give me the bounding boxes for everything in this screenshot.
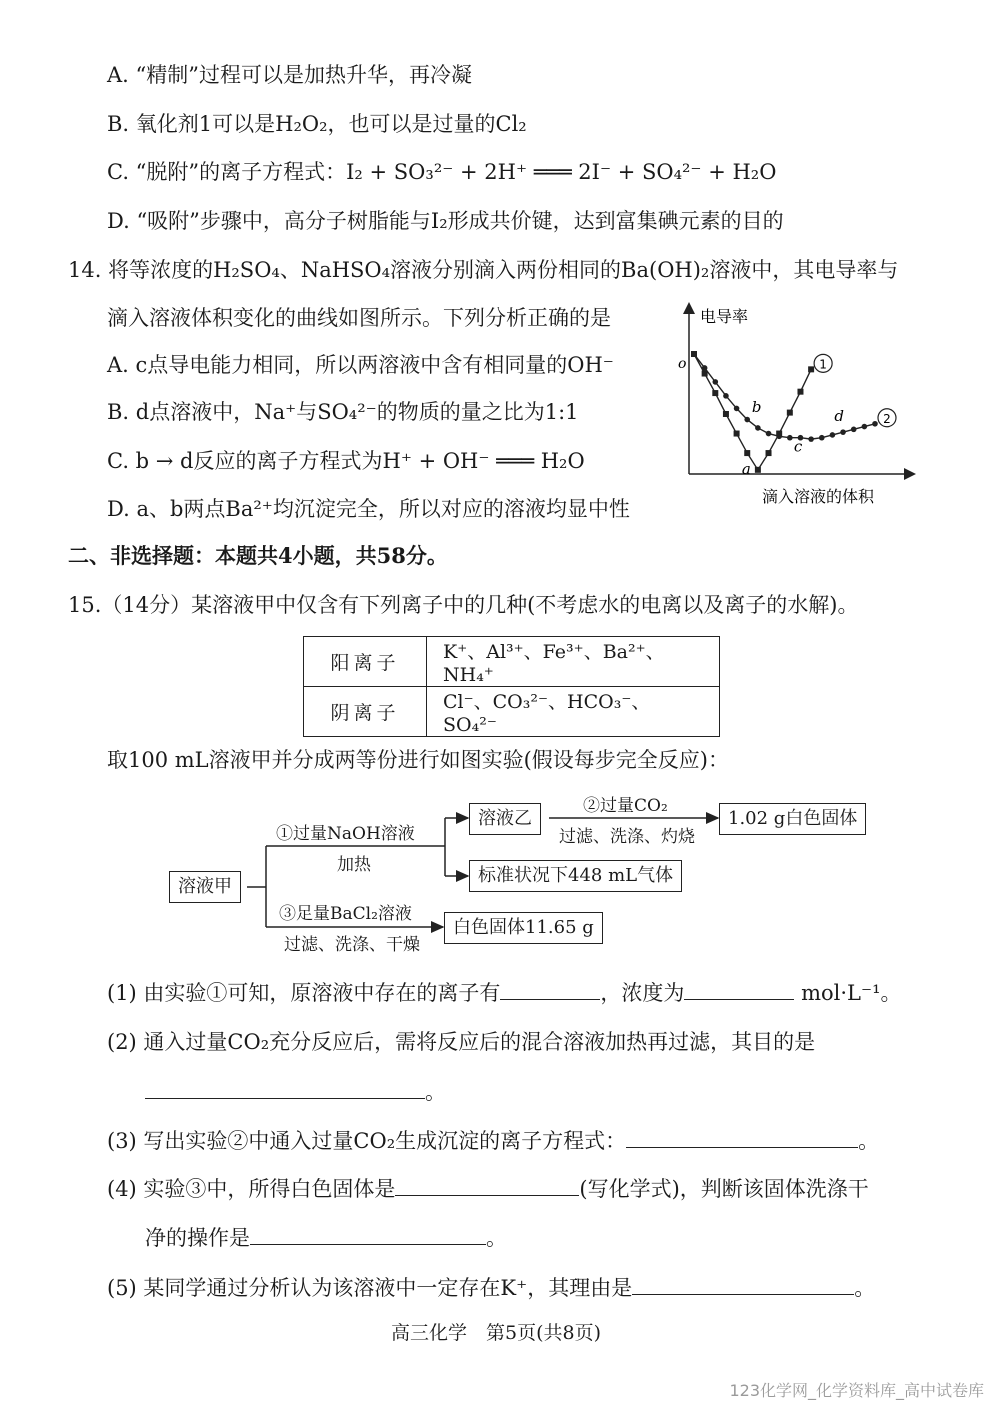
q15-sub3-end: 。 (858, 1129, 880, 1153)
watermark: 123化学网_化学资料库_高中试卷库 (729, 1381, 984, 1400)
flow-step3-bottom: 过滤、洗涤、干燥 (284, 935, 420, 955)
answer-blank-purpose[interactable] (145, 1076, 425, 1099)
q13-option-c: C. “脱附”的离子方程式：I₂ + SO₃²⁻ + 2H⁺ ═══ 2I⁻ + SO₄²⁻ + H₂O (107, 160, 777, 184)
flow-result-bacl: 白色固体11.65 g (444, 912, 603, 944)
flow-solution-a: 溶液甲 (169, 871, 241, 903)
answer-blank-washing[interactable] (250, 1222, 486, 1245)
answer-blank-formula[interactable] (395, 1173, 579, 1196)
origin-label: o (678, 356, 687, 372)
q14-stem-line2: 滴入溶液体积变化的曲线如图所示。下列分析正确的是 (107, 306, 611, 330)
anion-list: Cl⁻、CO₃²⁻、HCO₃⁻、SO₄²⁻ (427, 687, 720, 737)
q14-option-b: B. d点溶液中，Na⁺与SO₄²⁻的物质的量之比为1:1 (107, 400, 579, 424)
q15-sub5-end: 。 (854, 1276, 876, 1300)
q15-sub2: (2) 通入过量CO₂充分反应后，需将反应后的混合溶液加热再过滤，其目的是 (107, 1030, 816, 1054)
q15-sub2-answer-line (145, 1076, 446, 1107)
answer-blank-ions[interactable] (500, 977, 600, 1000)
flow-gas-result: 标准状况下448 mL气体 (469, 860, 682, 892)
flow-step3-top: ③足量BaCl₂溶液 (279, 904, 412, 924)
cation-header: 阳离子 (304, 637, 427, 687)
q15-sub3 (107, 1125, 879, 1156)
q15-sub1-text-b: ，浓度为 (600, 981, 685, 1005)
point-label-b: b (751, 397, 762, 416)
q15-sub4-text-a: (4) 实验③中，所得白色固体是 (107, 1177, 396, 1201)
q15-sub2-end: 。 (425, 1080, 446, 1104)
q15-sub3-text: (3) 写出实验②中通入过量CO₂生成沉淀的离子方程式： (107, 1129, 627, 1153)
q15-sub4-end: 。 (486, 1226, 507, 1250)
cation-list: K⁺、Al³⁺、Fe³⁺、Ba²⁺、NH₄⁺ (427, 637, 720, 687)
q14-option-d: D. a、b两点Ba²⁺均沉淀完全，所以对应的溶液均显中性 (107, 497, 630, 521)
point-label-a: a (741, 459, 751, 478)
point-label-c: c (793, 437, 803, 456)
q15-sub1-text-a: (1) 由实验①可知，原溶液中存在的离子有 (107, 981, 501, 1005)
anion-header: 阴离子 (304, 687, 427, 737)
flow-step1-bottom: 加热 (337, 855, 371, 875)
answer-blank-concentration[interactable] (684, 977, 794, 1000)
series-label-1: 1 (819, 357, 827, 372)
q15-sub4-line2-text: 净的操作是 (145, 1226, 250, 1250)
q13-option-d: D. “吸附”步骤中，高分子树脂能与I₂形成共价键，达到富集碘元素的目的 (107, 209, 784, 233)
q15-sub4 (107, 1173, 869, 1204)
q15-sub4-text-b: (写化学式)，判断该固体洗涤干 (579, 1177, 869, 1201)
flow-step1-top: ①过量NaOH溶液 (276, 824, 415, 844)
q13-option-a: A. “精制”过程可以是加热升华，再冷凝 (107, 63, 472, 87)
answer-blank-equation[interactable] (626, 1125, 858, 1148)
page-footer: 高三化学 第5页(共8页) (390, 1322, 601, 1344)
section-heading: 二、非选择题：本题共4小题，共58分。 (68, 543, 448, 568)
q14-option-c: C. b → d反应的离子方程式为H⁺ + OH⁻ ═══ H₂O (107, 449, 585, 473)
q15-stem: 15.（14分）某溶液甲中仅含有下列离子中的几种(不考虑水的电离以及离子的水解)。 (68, 593, 859, 617)
q15-sub1-unit: mol·L⁻¹。 (801, 981, 902, 1005)
q15-sub4-line2 (145, 1222, 507, 1253)
answer-blank-reason[interactable] (632, 1272, 854, 1295)
q15-sub5 (107, 1272, 875, 1303)
q15-sub5-text: (5) 某同学通过分析认为该溶液中一定存在K⁺，其理由是 (107, 1276, 633, 1300)
x-axis-label: 滴入溶液的体积 (762, 487, 875, 506)
q14-option-a: A. c点导电能力相同，所以两溶液中含有相同量的OH⁻ (107, 353, 614, 377)
q13-option-b: B. 氧化剂1可以是H₂O₂，也可以是过量的Cl₂ (107, 112, 527, 136)
series-label-2: 2 (883, 411, 891, 426)
flow-step2-top: ②过量CO₂ (583, 796, 668, 816)
q15-intro: 取100 mL溶液甲并分成两等份进行如图实验(假设每步完全反应)： (107, 748, 729, 772)
flow-step2-bottom: 过滤、洗涤、灼烧 (559, 827, 695, 847)
q15-sub1 (107, 977, 902, 1008)
q14-stem-line1: 14. 将等浓度的H₂SO₄、NaHSO₄溶液分别滴入两份相同的Ba(OH)₂溶液中，其电导率与 (68, 258, 899, 282)
flow-solution-b: 溶液乙 (469, 803, 541, 835)
y-axis-label: 电导率 (700, 307, 749, 326)
point-label-d: d (834, 406, 845, 425)
flow-result-solid: 1.02 g白色固体 (719, 803, 866, 835)
